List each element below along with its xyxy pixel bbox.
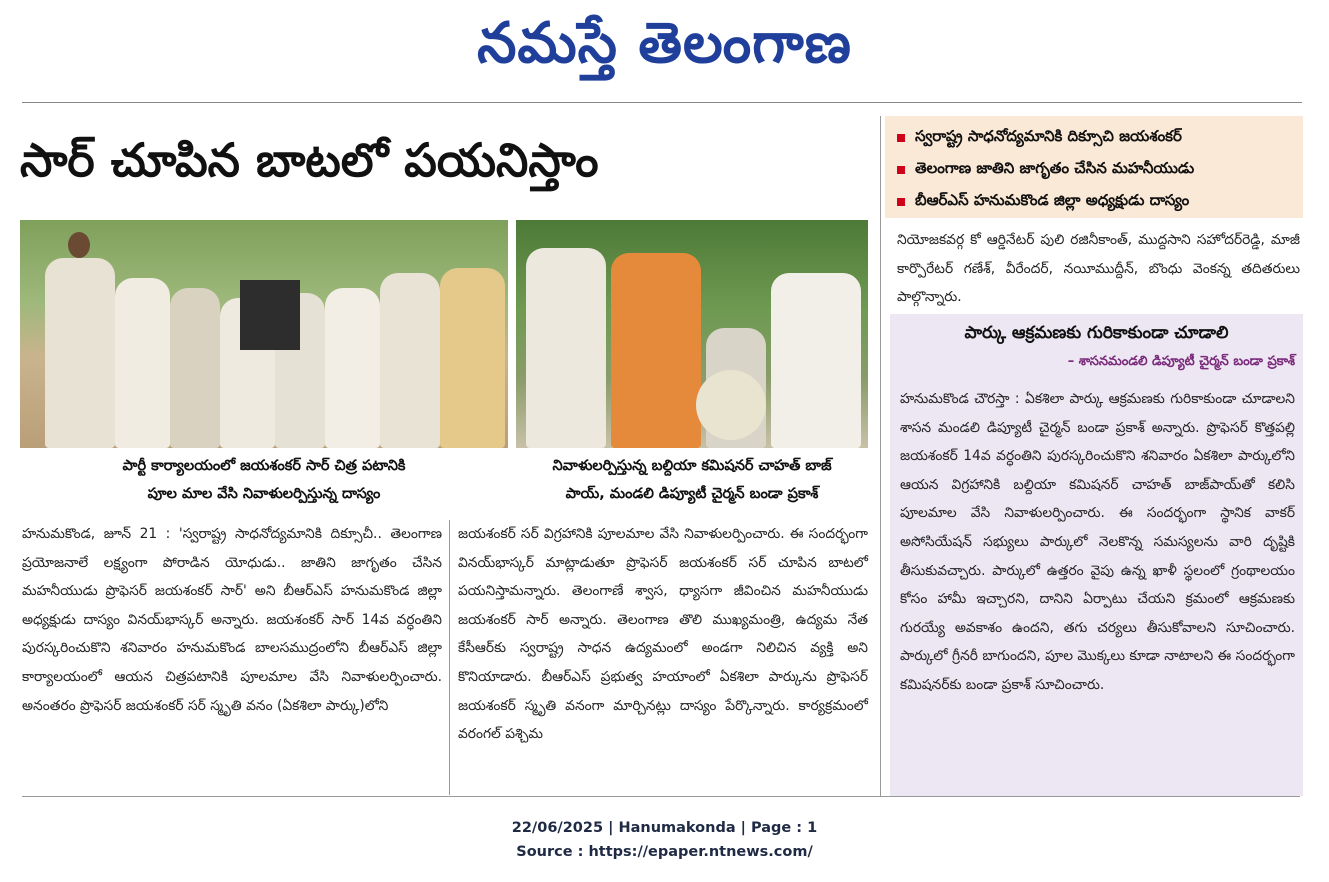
column-divider	[449, 520, 450, 795]
highlight-item: స్వరాష్ట్ర సాధనోద్యమానికి దిక్సూచి జయశంకర్	[885, 122, 1303, 154]
article-column-1: హనుమకొండ, జూన్ 21 : 'స్వరాష్ట్ర సాధనోద్యమానికి దిక్సూచీ.. తెలంగాణ ప్రయోజనాలే లక్ష్యంగా పోరాడిన యోధుడు.. జాతిని జాగృతం చేసిన మహనీయుడు ప్రొఫెసర్ జయశంకర్ సార్' అని బీఆర్ఎస్ హనుమకొండ జిల్లా అధ్యక్షుడు దాస్యం వినయ్‌భాస్కర్ అన్నారు. జయశంకర్ సార్ 14వ వర్ధంతిని పురస్కరించుకొని శనివారం హనుమకొండ బాలసముద్రంలోని బీఆర్ఎస్ జిల్లా కార్యాలయంలో ఆయన చిత్రపటానికి పూలమాల వేసి నివాళులర్పించారు. అనంతరం ప్రొఫెసర్ జయశంకర్ సర్ స్మృతి వనం (ఏకశిలా పార్కు)లోని	[22, 526, 442, 714]
bullet-square-icon	[897, 166, 905, 174]
column-divider	[880, 116, 881, 796]
photo-caption-left: పార్టీ కార్యాలయంలో జయశంకర్ సార్ చిత్ర పటానికి పూల మాల వేసి నివాళులర్పిస్తున్న దాస్యం	[122, 458, 406, 502]
masthead-divider	[22, 102, 1302, 103]
highlight-item: బీఆర్ఎస్ హనుమకొండ జిల్లా అధ్యక్షుడు దాస్యం	[885, 186, 1303, 218]
article-column-2: జయశంకర్ సర్ విగ్రహానికి పూలమాల వేసి నివాళులర్పించారు. ఈ సందర్భంగా వినయ్‌భాస్కర్ మాట్లాడుతూ ప్రొఫెసర్ జయశంకర్ సర్ చూపిన బాటలో పయనిస్తామన్నారు. తెలంగాణే శ్వాస, ధ్యాసగా జీవించిన మహనీయుడు జయశంకర్ సార్ అన్నారు. తెలంగాణ తొలి ముఖ్యమంత్రి, ఉద్యమ నేత కేసీఆర్‌కు స్వరాష్ట్ర సాధన ఉద్యమంలో అండగా నిలిచిన వ్యక్తి అని కొనియాడారు. బీఆర్ఎస్ ప్రభుత్వ హయాంలో ఏకశిలా పార్కును ప్రొఫెసర్ జయశంకర్ స్మృతి వనంగా మార్చినట్లు దాస్యం పేర్కొన్నారు. కార్యక్రమంలో వరంగల్ పశ్చిమ	[458, 526, 868, 743]
page-headline: సార్ చూపిన బాటలో పయనిస్తాం	[20, 133, 599, 187]
article-column-3: నియోజకవర్గ కో ఆర్డినేటర్ పులి రజినీకాంత్, ముద్దసాని సహోదర్‌రెడ్డి, మాజీ కార్పొరేటర్ గణేశ్, వీరేందర్, నయీముద్దీన్, బొంధు వెంకన్న తదితరులు పాల్గొన్నారు.	[897, 232, 1300, 306]
bullet-square-icon	[897, 198, 905, 206]
highlights-box	[885, 116, 1303, 218]
footer-date-line: 22/06/2025 | Hanumakonda | Page : 1	[511, 820, 818, 836]
sidebar-byline: – శాసనమండలి డిప్యూటీ చైర్మన్ బండా ప్రకాశ్	[1067, 354, 1295, 369]
sidebar-headline: పార్కు ఆక్రమణకు గురికాకుండా చూడాలి	[964, 323, 1229, 343]
photo-caption-right: నివాళులర్పిస్తున్న బల్దియా కమిషనర్ చాహత్ బాజ్ పాయ్, మండలి డిప్యూటీ చైర్మన్ బండా ప్రకాశ్	[552, 458, 832, 502]
footer-source-link[interactable]: Source : https://epaper.ntnews.com/	[516, 844, 813, 860]
masthead-logo: నమస్తే తెలంగాణ	[477, 11, 852, 76]
photo-party-office	[20, 220, 508, 448]
highlight-item: తెలంగాణ జాతిని జాగృతం చేసిన మహనీయుడు	[885, 154, 1303, 186]
bottom-divider	[22, 796, 1300, 797]
photo-statue-tribute	[516, 220, 868, 448]
sidebar-body: హనుమకొండ చౌరస్తా : ఏకశిలా పార్కు ఆక్రమణకు గురికాకుండా చూడాలని శాసన మండలి డిప్యూటీ చైర్మన్ బండా ప్రకాశ్ అన్నారు. ప్రొఫెసర్ కొత్తపల్లి జయశంకర్ 14వ వర్ధంతిని పురస్కరించుకొని శనివారం ఏకశిలా పార్కులోని ఆయన విగ్రహానికి బల్దియా కమిషనర్ చాహత్ బాజ్‌పాయ్‌తో కలిసి పూలమాల వేసి నివాళులర్పించారు. ఈ సందర్భంగా స్థానిక వాకర్ అసోసియేషన్ సభ్యులు పార్కులో నెలకొన్న సమస్యలను వారి దృష్టికి తీసుకువచ్చారు. పార్కులో ఉత్తరం వైపు ఉన్న ఖాళీ స్థలంలో గ్రంథాలయం కోసం హామీ ఇచ్చారని, దానిని ఏర్పాటు చేయని క్రమంలో ఆక్రమణకు గురయ్యే అవకాశం ఉందని, తగు చర్యలు తీసుకోవాలని సూచించారు. పార్కులో గ్రీనరీ బాగుందని, పూల మొక్కలు కూడా నాటాలని ఈ సందర్భంగా కమిషనర్‌కు బండా ప్రకాశ్ సూచించారు.	[900, 391, 1295, 693]
bullet-square-icon	[897, 134, 905, 142]
